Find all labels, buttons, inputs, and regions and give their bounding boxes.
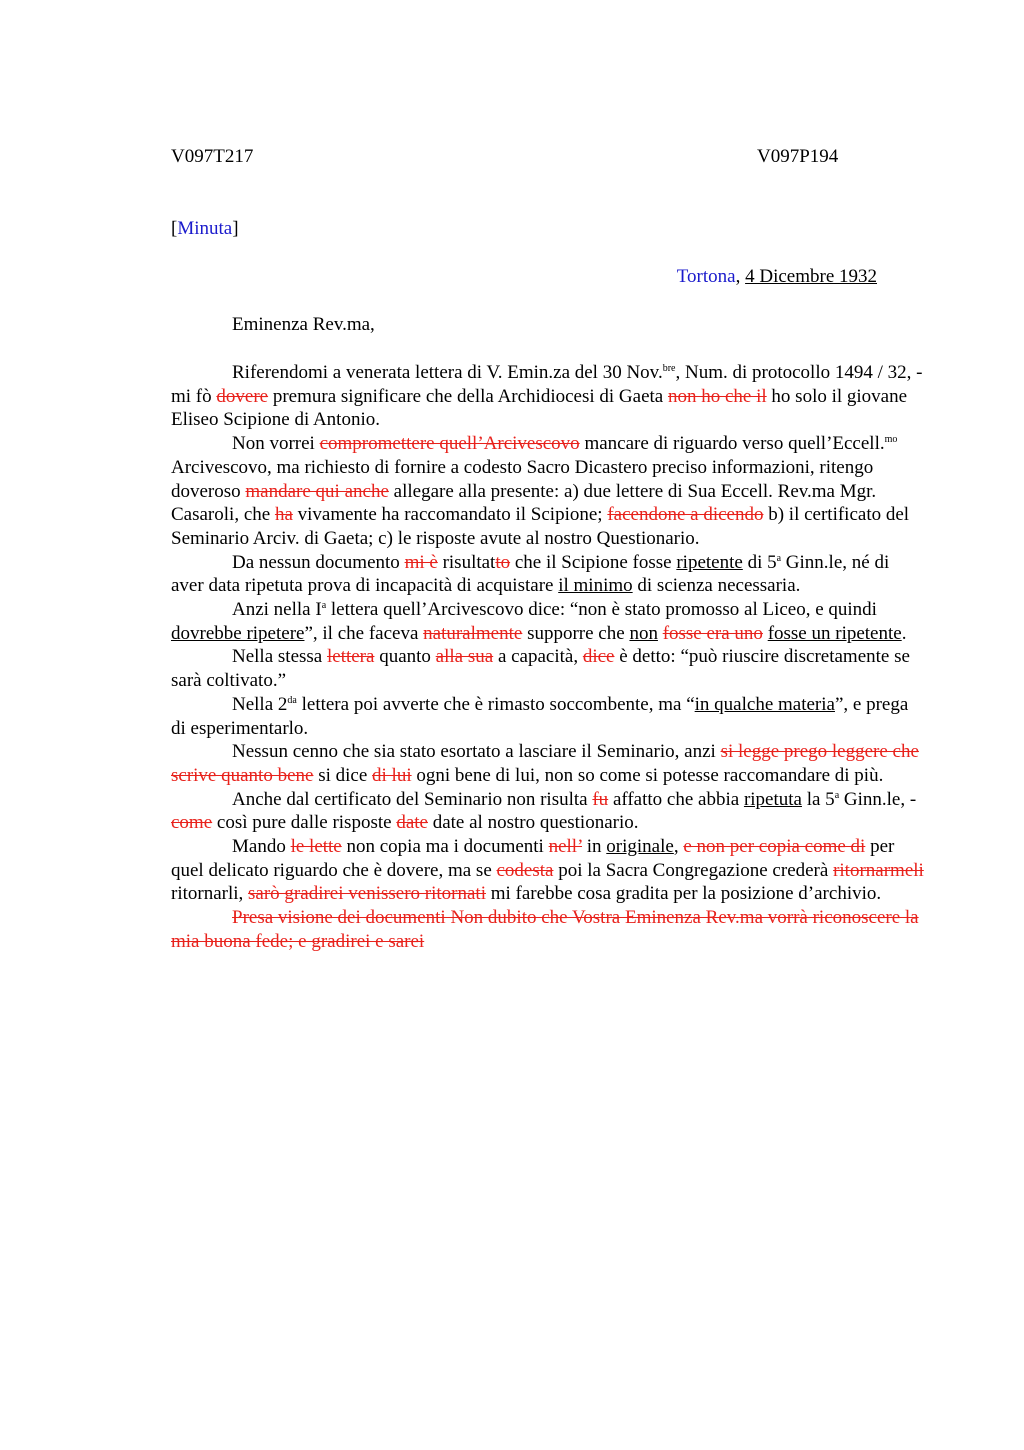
deleted-text: facendone a dicendo [607, 504, 764, 526]
underlined-text: fosse un ripetente [767, 622, 902, 644]
text-run: Ginn.le, - [839, 788, 917, 810]
deleted-text: alla sua [435, 646, 494, 668]
text-run: la 5 [801, 788, 835, 810]
paragraph [171, 906, 926, 953]
text-run: , Num. di protocollo 1494 / 32, - mi fò [171, 362, 923, 407]
text-run: in [582, 836, 607, 858]
deleted-text: mandare qui anche [245, 480, 389, 502]
text-run: mancare di riguardo verso quell’Eccell. [579, 433, 885, 455]
text-run: premura significare che della Archidiocesi di Gaeta [268, 385, 668, 407]
salutation: Eminenza Rev.ma, [232, 314, 375, 335]
deleted-text: si legge prego leggere che scrive quanto bene [171, 741, 919, 786]
superscript-text: a [321, 600, 327, 612]
minuta-bracket-close: ] [232, 218, 239, 239]
deleted-text: come [171, 812, 213, 834]
text-run: vivamente ha raccomandato il Scipione; [292, 504, 608, 526]
text-run: Ginn.le, né di aver data ripetuta prova di incapacità di acquistare [171, 551, 890, 597]
deleted-text: dovere [216, 385, 269, 407]
text-run: che il Scipione fosse [510, 551, 677, 573]
text-run: poi la Sacra Congregazione crederà [553, 859, 834, 881]
underlined-text: non [629, 622, 658, 644]
paragraph [171, 835, 926, 906]
deleted-text: non ho che il [667, 385, 767, 407]
text-run: supporre che [522, 622, 630, 644]
text-run: Non vorrei [232, 433, 320, 455]
document-page [171, 0, 926, 1450]
deleted-text: ha [274, 504, 293, 526]
superscript-text: a [834, 789, 840, 801]
text-run: Nella 2 [232, 693, 288, 715]
superscript-text: da [287, 694, 297, 706]
paragraph [171, 432, 926, 551]
text-run: date al nostro questionario. [427, 812, 639, 834]
paragraph [171, 598, 926, 645]
superscript-text: mo [884, 434, 898, 446]
underlined-text: ripetuta [743, 788, 802, 810]
underlined-text: in qualche materia [694, 693, 835, 715]
text-run: a capacità, [493, 646, 583, 668]
deleted-text: Presa visione dei documenti Non dubito che Vostra Eminenza Rev.ma vorrà riconoscere la mia buona fede; e gradirei e sarei [171, 907, 919, 952]
deleted-text: date [396, 812, 428, 834]
deleted-text: codesta [496, 859, 554, 881]
text-run: ho solo il giovane Eliseo Scipione di Antonio. [171, 385, 908, 431]
underlined-text: dovrebbe ripetere [171, 622, 305, 644]
text-run: mi farebbe cosa gradita per la posizione d’archivio. [485, 883, 882, 905]
deleted-text: fosse era uno [662, 622, 763, 644]
text-run: ”, e prega di esperimentarlo. [171, 693, 909, 739]
deleted-text: mi è [404, 551, 438, 573]
superscript-text: a [776, 552, 782, 564]
document-codes [171, 145, 844, 169]
dateline [677, 265, 877, 289]
deleted-text: lettera [326, 646, 375, 668]
text-run: si dice [313, 764, 373, 786]
text-run: ogni bene di lui, non so come si potesse raccomandare di più. [411, 764, 884, 786]
text-run: di scienza necessaria. [632, 575, 801, 597]
underlined-text: il minimo [558, 575, 633, 597]
deleted-text: e non per copia come di [683, 836, 866, 858]
paragraph [171, 788, 926, 835]
text-run: allegare alla presente: a) due lettere di Sua Eccell. Rev.ma Mgr. Casaroli, che [171, 480, 877, 526]
minuta-label [171, 217, 239, 241]
text-run: , [673, 836, 684, 858]
text-run: è detto: “può riuscire discretamente se sarà coltivato.” [171, 646, 910, 692]
deleted-text: naturalmente [423, 622, 523, 644]
deleted-text: to [495, 551, 511, 573]
letter-body [171, 361, 926, 954]
text-run: ritornarli, [171, 883, 249, 905]
paragraph [171, 740, 926, 787]
paragraph [171, 361, 926, 432]
text-run: Nella stessa [232, 646, 327, 668]
text-run: b) il certificato del Seminario Arciv. di Gaeta; c) le risposte avute al nostro Questionario. [171, 504, 910, 549]
deleted-text: nell’ [548, 836, 583, 858]
text-run: Anche dal certificato del Seminario non risulta [232, 788, 593, 810]
deleted-text: fu [592, 788, 609, 810]
text-run: Mando [232, 836, 291, 858]
paragraph [171, 693, 926, 740]
text-run: Anzi nella I [232, 599, 322, 621]
deleted-text: di lui [372, 764, 412, 786]
dateline-separator: , [735, 266, 746, 287]
deleted-text: ritornarmeli [833, 859, 924, 881]
text-run: Arcivescovo, ma richiesto di fornire a codesto Sacro Dicastero preciso informazioni, ritengo doveroso [171, 456, 874, 502]
text-run: per quel delicato riguardo che è dovere, ma se [171, 836, 895, 881]
superscript-text: bre [662, 363, 676, 374]
text-run: ”, il che faceva [304, 622, 424, 644]
text-run: lettera quell’Arcivescovo dice: “non è stato promosso al Liceo, e quindi [326, 599, 877, 621]
text-run: risultat [437, 551, 496, 573]
text-run: Riferendomi a venerata lettera di V. Emin.za del 30 Nov. [232, 362, 663, 383]
underlined-text: originale [606, 836, 674, 858]
text-run: affatto che abbia [608, 788, 744, 810]
minuta-bracket-open: [ [171, 218, 178, 239]
text-run: non copia ma i documenti [341, 836, 549, 858]
deleted-text: sarò gradirei venissero ritornati [248, 883, 486, 905]
right-code: V097P194 [757, 146, 839, 167]
text-run: così pure dalle risposte [212, 812, 397, 834]
dateline-place: Tortona [676, 266, 736, 287]
deleted-text: le lette [290, 836, 342, 858]
text-run: di 5 [742, 551, 777, 573]
deleted-text: dice [582, 646, 615, 668]
dateline-date: 4 Dicembre 1932 [745, 266, 877, 287]
paragraph [171, 551, 926, 598]
deleted-text: compromettere quell’Arcivescovo [319, 433, 580, 455]
text-run: quanto [374, 646, 436, 668]
text-run: . [901, 622, 907, 644]
left-code: V097T217 [171, 146, 254, 167]
minuta-text: Minuta [177, 218, 233, 239]
underlined-text: ripetente [676, 551, 743, 573]
text-run: Nessun cenno che sia stato esortato a lasciare il Seminario, anzi [232, 741, 721, 763]
text-run: lettera poi avverte che è rimasto soccombente, ma “ [296, 693, 695, 715]
text-run: Da nessun documento [232, 551, 405, 573]
paragraph [171, 645, 926, 692]
